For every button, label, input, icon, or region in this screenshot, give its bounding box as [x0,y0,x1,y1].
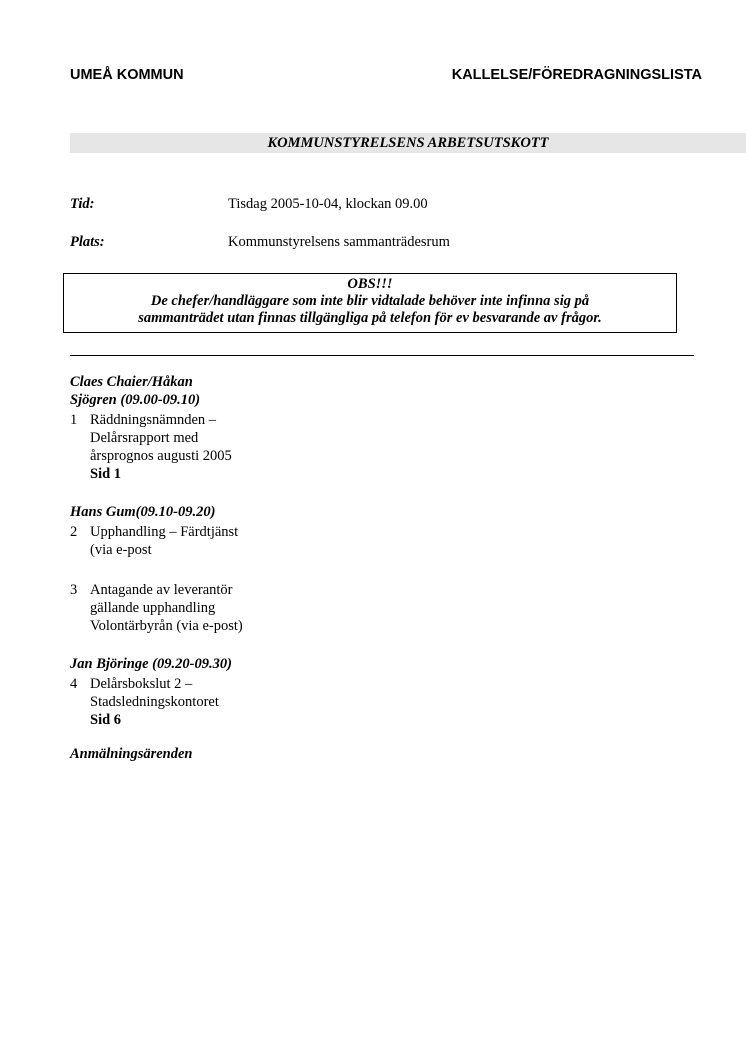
time-value: Tisdag 2005-10-04, klockan 09.00 [228,196,428,212]
item-body [90,523,330,559]
item-body [90,411,330,483]
item-number: 1 [70,412,78,428]
item-page-ref: Sid 6 [90,712,122,728]
notice-line: sammanträdet utan finnas tillgängliga på telefon för ev besvarande av frågor. [138,310,602,326]
presenter-line: Claes Chaier/Håkan [70,374,193,390]
item-text: årsprognos augusti 2005 [90,448,232,464]
presenter-heading: Hans Gum(09.10-09.20) [70,504,216,520]
item-page-ref: Sid 1 [90,466,122,482]
organization-name: UMEÅ KOMMUN [70,67,184,83]
agenda-item [70,523,330,559]
place-value: Kommunstyrelsens sammanträdesrum [228,234,450,250]
item-text: Delårsbokslut 2 – [90,676,193,692]
agenda-item [70,411,330,483]
item-text: Stadsledningskontoret [90,694,219,710]
item-number: 4 [70,676,78,692]
time-label: Tid: [70,196,95,212]
divider [70,355,694,356]
presenter-heading [70,373,330,409]
item-number: 2 [70,524,78,540]
item-text: Antagande av leverantör [90,582,233,598]
committee-title: KOMMUNSTYRELSENS ARBETSUTSKOTT [70,133,746,153]
agenda-item [70,675,330,729]
announcements-heading: Anmälningsärenden [70,746,193,762]
item-text: Delårsrapport med [90,430,199,446]
notice-title: OBS!!! [347,276,393,292]
presenter-line: Sjögren (09.00-09.10) [70,392,201,408]
agenda-item [70,581,330,635]
item-number: 3 [70,582,78,598]
item-text: gällande upphandling [90,600,216,616]
item-text: Räddningsnämnden – [90,412,217,428]
place-label: Plats: [70,234,105,250]
document-type: KALLELSE/FÖREDRAGNINGSLISTA [451,67,702,83]
item-body [90,675,330,729]
item-text: Upphandling – Färdtjänst [90,524,239,540]
presenter-heading: Jan Björinge (09.20-09.30) [70,656,232,672]
notice-box [63,273,677,333]
agenda [70,373,330,763]
item-text: Volontärbyrån (via e-post) [90,618,243,634]
item-text: (via e-post [90,542,152,558]
item-body [90,581,330,635]
notice-line: De chefer/handläggare som inte blir vidtalade behöver inte infinna sig på [150,293,590,309]
